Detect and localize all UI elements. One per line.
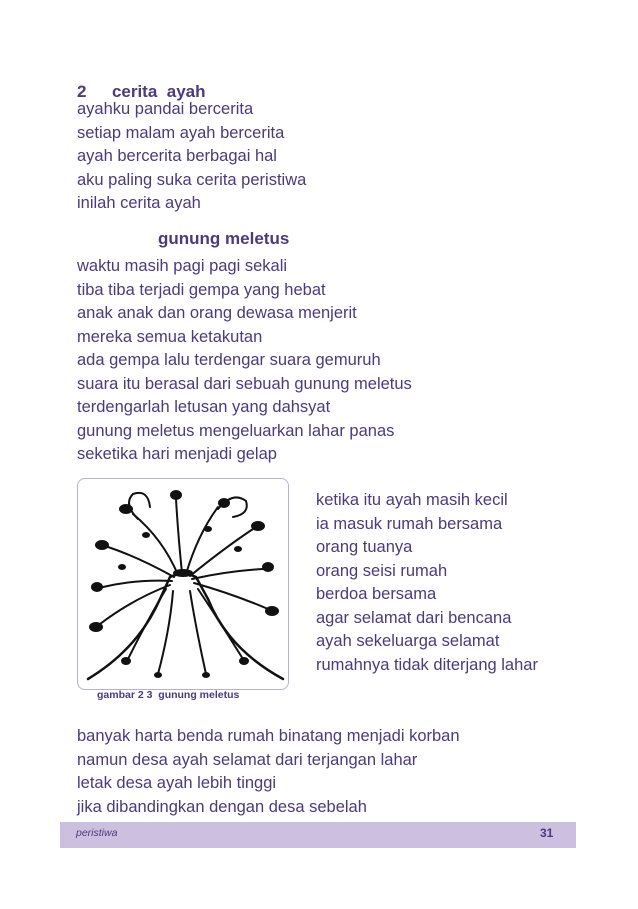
side-line: agar selamat dari bencana (316, 608, 512, 627)
side-line: orang seisi rumah (316, 561, 448, 580)
closing-line: banyak harta benda rumah binatang menjadi korban (77, 727, 460, 745)
volcano-figure (77, 478, 289, 690)
closing-line: jika dibandingkan dengan desa sebelah (77, 797, 367, 816)
story-line: mereka semua ketakutan (77, 327, 263, 346)
story-line: anak anak dan orang dewasa menjerit (77, 304, 357, 322)
story-line: suara itu berasal dari sebuah gunung meletus (77, 374, 412, 393)
section-title: cerita ayah (111, 82, 206, 101)
intro-line: ayah bercerita berbagai hal (77, 147, 277, 165)
intro-paragraph (77, 98, 306, 216)
side-line: ia masuk rumah bersama (316, 514, 503, 533)
closing-line: namun desa ayah selamat dari terjangan lahar (77, 750, 418, 769)
side-line: rumahnya tidak diterjang lahar (316, 655, 538, 674)
closing-paragraph (77, 725, 460, 819)
side-line: ayah sekeluarga selamat (316, 632, 500, 650)
side-line: ketika itu ayah masih kecil (316, 491, 508, 509)
intro-line: setiap malam ayah bercerita (77, 123, 285, 142)
intro-line: ayahku pandai bercerita (77, 100, 254, 118)
story-line: waktu masih pagi pagi sekali (77, 257, 288, 275)
poem-title: gunung meletus (158, 229, 290, 248)
story-line: seketika hari menjadi gelap (77, 445, 277, 463)
volcano-eruption-icon (78, 479, 288, 689)
footer-band (60, 822, 576, 848)
closing-line: letak desa ayah lebih tinggi (77, 774, 277, 792)
story-line: gunung meletus mengeluarkan lahar panas (77, 421, 395, 440)
side-paragraph (316, 489, 538, 677)
figure-caption: gambar 2 3 gunung meletus (97, 689, 240, 701)
story-line: ada gempa lalu terdengar suara gemuruh (77, 351, 381, 369)
section-number: 2 (77, 82, 87, 101)
page-number: 31 (540, 826, 554, 840)
side-line: berdoa bersama (316, 585, 437, 603)
story-paragraph (77, 255, 412, 467)
footer-label: peristiwa (76, 827, 118, 839)
story-line: terdengarlah letusan yang dahsyat (77, 398, 331, 416)
intro-line: aku paling suka cerita peristiwa (77, 170, 307, 189)
side-line: orang tuanya (316, 538, 413, 556)
intro-line: inilah cerita ayah (77, 194, 201, 212)
story-line: tiba tiba terjadi gempa yang hebat (77, 280, 326, 299)
